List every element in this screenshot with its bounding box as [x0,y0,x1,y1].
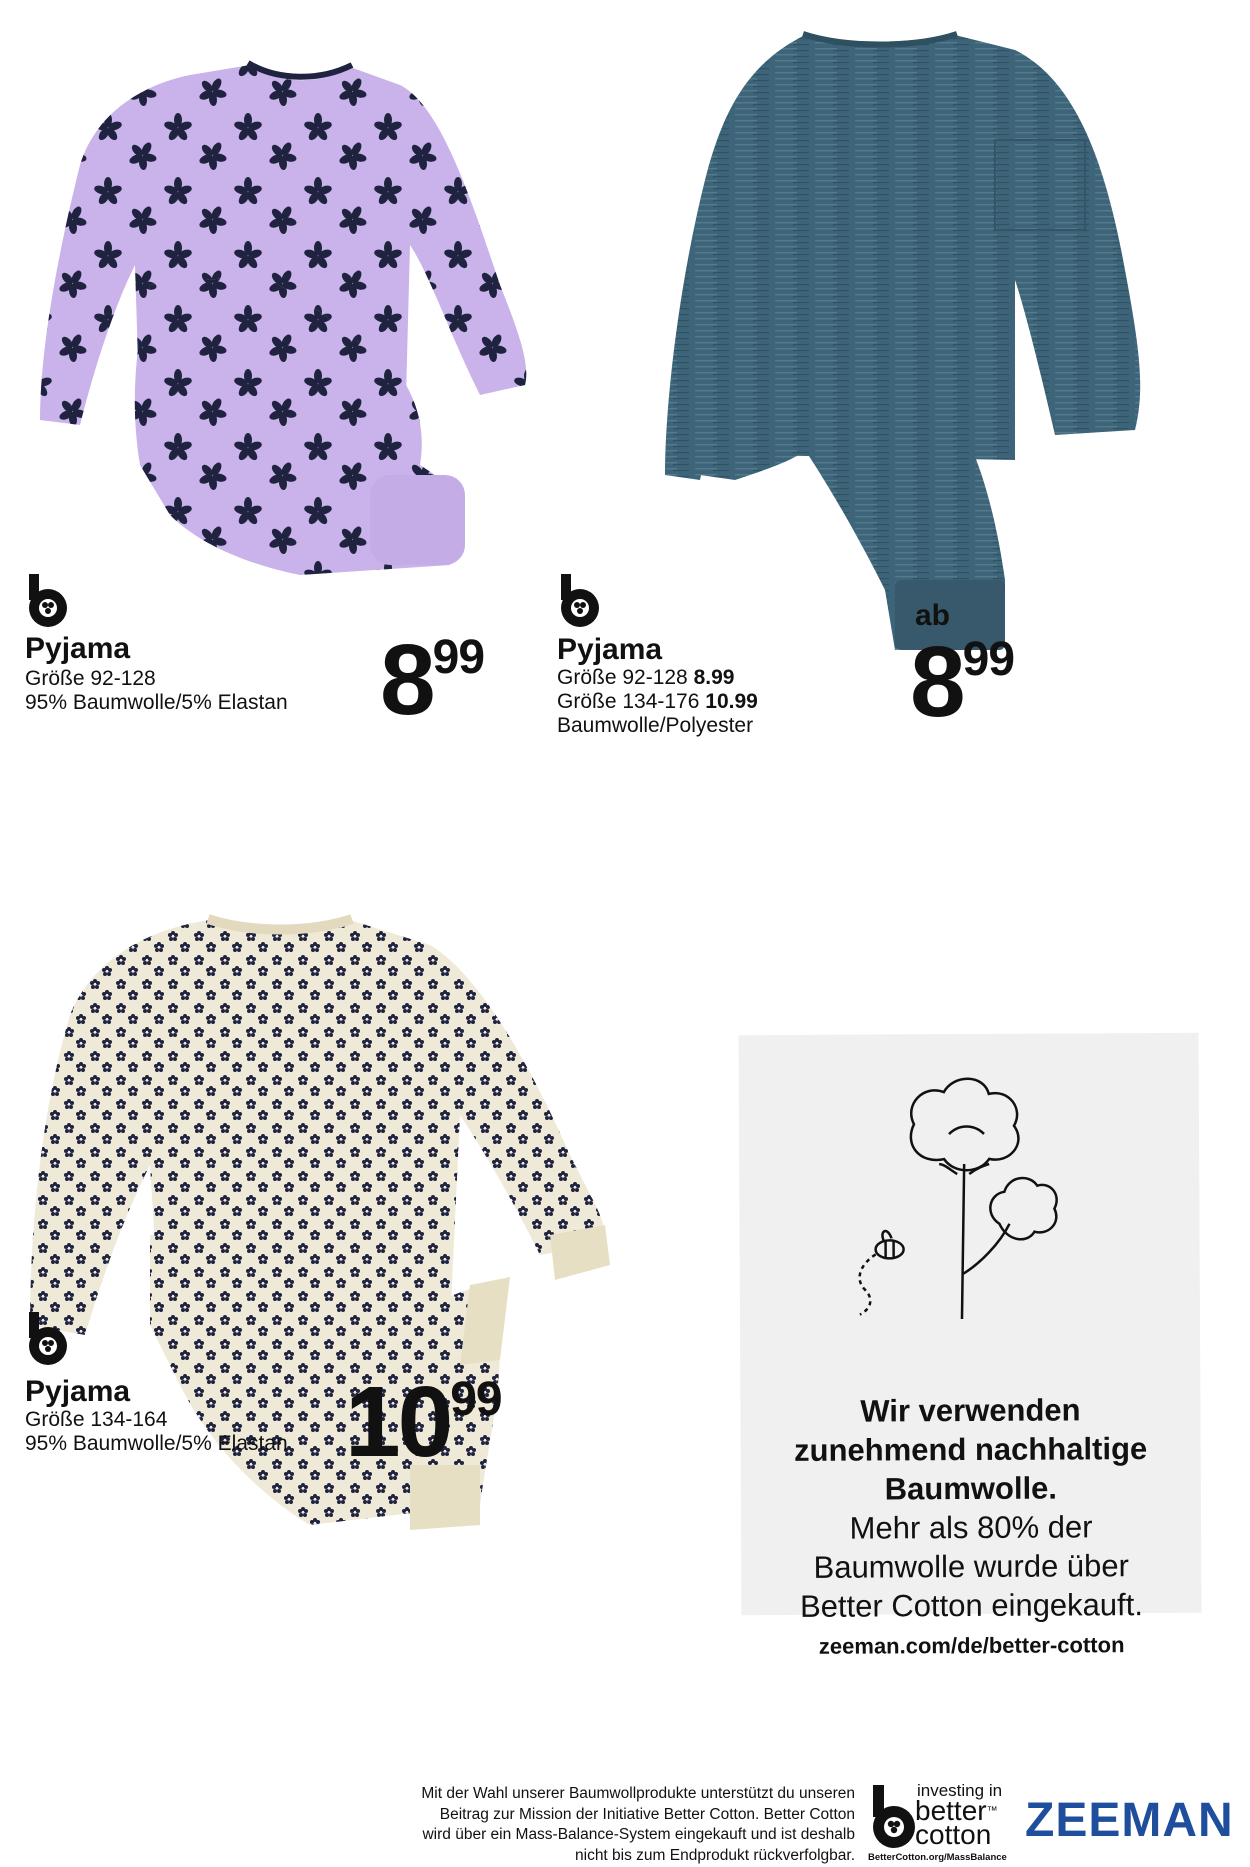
product-name: Pyjama [25,632,131,665]
better-cotton-link[interactable]: zeeman.com/de/better-cotton [818,1632,1125,1659]
product-size-large [557,689,758,715]
better-cotton-info-card [738,1033,1201,1659]
price-cents: 99 [432,631,485,684]
cotton-plant-icon [849,1063,1090,1334]
product-name: Pyjama [557,633,663,666]
product-price [345,1366,502,1478]
card-heading-line: Baumwolle. [884,1470,1058,1507]
size-text: Größe 134-176 [557,690,706,713]
product-name: Pyjama [25,1375,131,1408]
size-price: 10.99 [705,690,758,713]
zeeman-logo: ZEEMAN [1025,1794,1234,1847]
blue-melange-pyjama-image [655,10,1155,730]
price-cents: 99 [450,1373,502,1426]
size-price: 8.99 [693,666,735,689]
footer-disclaimer [335,1784,855,1866]
card-body-line: Baumwolle wurde über [813,1548,1130,1585]
size-text: Größe 92-128 [557,666,694,689]
card-heading-line: Wir verwenden [860,1392,1081,1429]
product-price [910,626,1015,738]
better-cotton-icon [25,1312,71,1366]
product-size: Größe 92-128 [25,667,156,690]
product-price [380,624,485,736]
better-cotton-icon [25,574,71,628]
card-body-line: Mehr als 80% der [849,1509,1093,1546]
product-material: 95% Baumwolle/5% Elastan [25,1432,288,1455]
better-cotton-logo-icon [870,1785,916,1854]
lilac-flower-pyjama-image [20,45,620,685]
footer-line: nicht bis zum Endprodukt rückverfolgbar. [575,1846,855,1864]
card-heading-line: zunehmend nachhaltige [794,1431,1148,1468]
better-cotton-cotton: cotton [915,1819,992,1850]
price-main: 8 [380,624,433,736]
product-material: Baumwolle/Polyester [557,714,754,737]
product-size-small [557,665,734,691]
better-cotton-investing: investing in [917,1781,1003,1800]
price-main: 10 [345,1366,451,1478]
price-main: 8 [910,626,963,738]
product-material: 95% Baumwolle/5% Elastan [25,691,288,714]
footer-line: wird über ein Mass-Balance-System eingekauft und ist deshalb [422,1826,855,1843]
price-cents: 99 [962,633,1015,686]
footer-line: Beitrag zur Mission der Initiative Better Cotton. Better Cotton [439,1805,855,1823]
trademark: ™ [986,1805,998,1817]
better-cotton-icon [557,574,603,628]
product-size: Größe 134-164 [25,1408,168,1431]
footer-line: Mit der Wahl unserer Baumwollprodukte unterstützt du unseren [421,1785,855,1802]
better-cotton-url[interactable]: BetterCotton.org/MassBalance [868,1852,1007,1863]
better-word: better [915,1795,987,1826]
price-prefix: ab [915,599,951,632]
card-body-line: Better Cotton eingekauft. [799,1587,1144,1624]
